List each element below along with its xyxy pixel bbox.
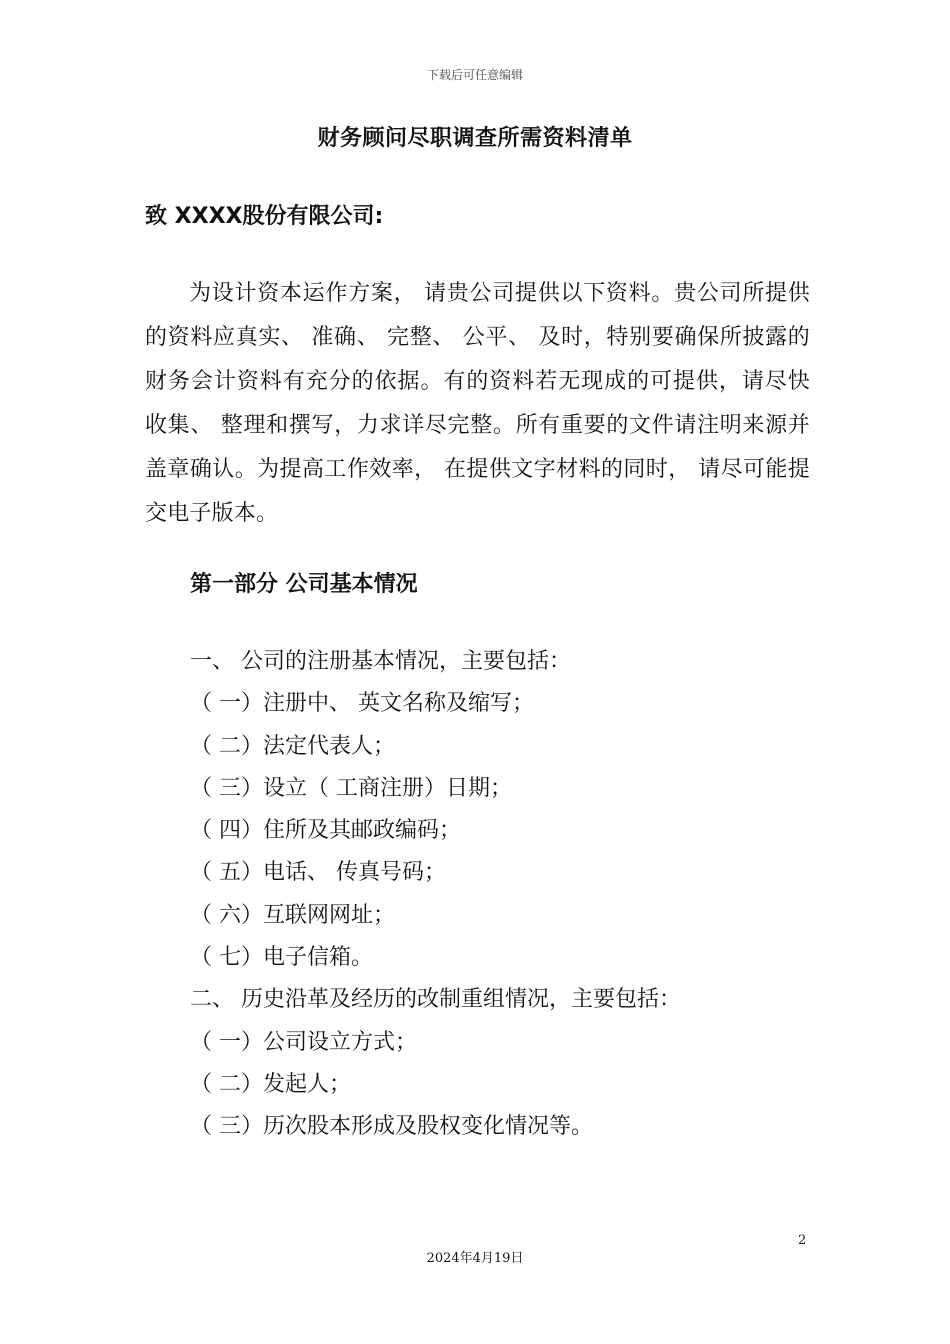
page-number: 2 (798, 1233, 807, 1248)
list-item: （ 三）历次股本形成及股权变化情况等。 (190, 1114, 593, 1140)
document-title: 财务顾问尽职调查所需资料清单 (317, 126, 633, 151)
list-item: （ 三）设立（ 工商注册）日期； (190, 775, 512, 801)
list-item: （ 五）电话、 传真号码； (190, 860, 446, 886)
list-item: （ 四）住所及其邮政编码； (190, 818, 461, 844)
list-item: （ 二）法定代表人； (190, 733, 395, 759)
header-note: 下载后可任意编辑 (426, 68, 523, 82)
item-list (190, 646, 681, 1154)
section-heading: 第一部分 公司基本情况 (190, 572, 418, 597)
list-item: （ 一）公司设立方式； (190, 1029, 417, 1055)
list-item: 二、 历史沿革及经历的改制重组情况，主要包括： (190, 987, 681, 1013)
addressee-line: 致 XXXX股份有限公司: (145, 204, 384, 229)
list-item: （ 六）互联网网址； (190, 902, 395, 928)
list-item: 一、 公司的注册基本情况，主要包括： (190, 649, 571, 674)
list-item: （ 二）发起人； (190, 1071, 351, 1097)
intro-paragraph: 为设计资本运作方案， 请贵公司提供以下资料。贵公司所提供的资料应真实、 准确、 完整、 公平、 及时，特别要确保所披露的财务会计资料有充分的依据。有的资料若无现成的可提供，请尽快收集、 整理和撰写，力求详尽完整。所有重要的文件请注明来源并盖章确认。为提高工作效率， 在提供文字材料的同时， 请尽可能提交电子版本。 (145, 281, 810, 526)
list-item: （ 七）电子信箱。 (190, 945, 373, 971)
footer-date: 2024年4月19日 (426, 1251, 524, 1266)
list-item: （ 一）注册中、 英文名称及缩写； (190, 691, 534, 717)
